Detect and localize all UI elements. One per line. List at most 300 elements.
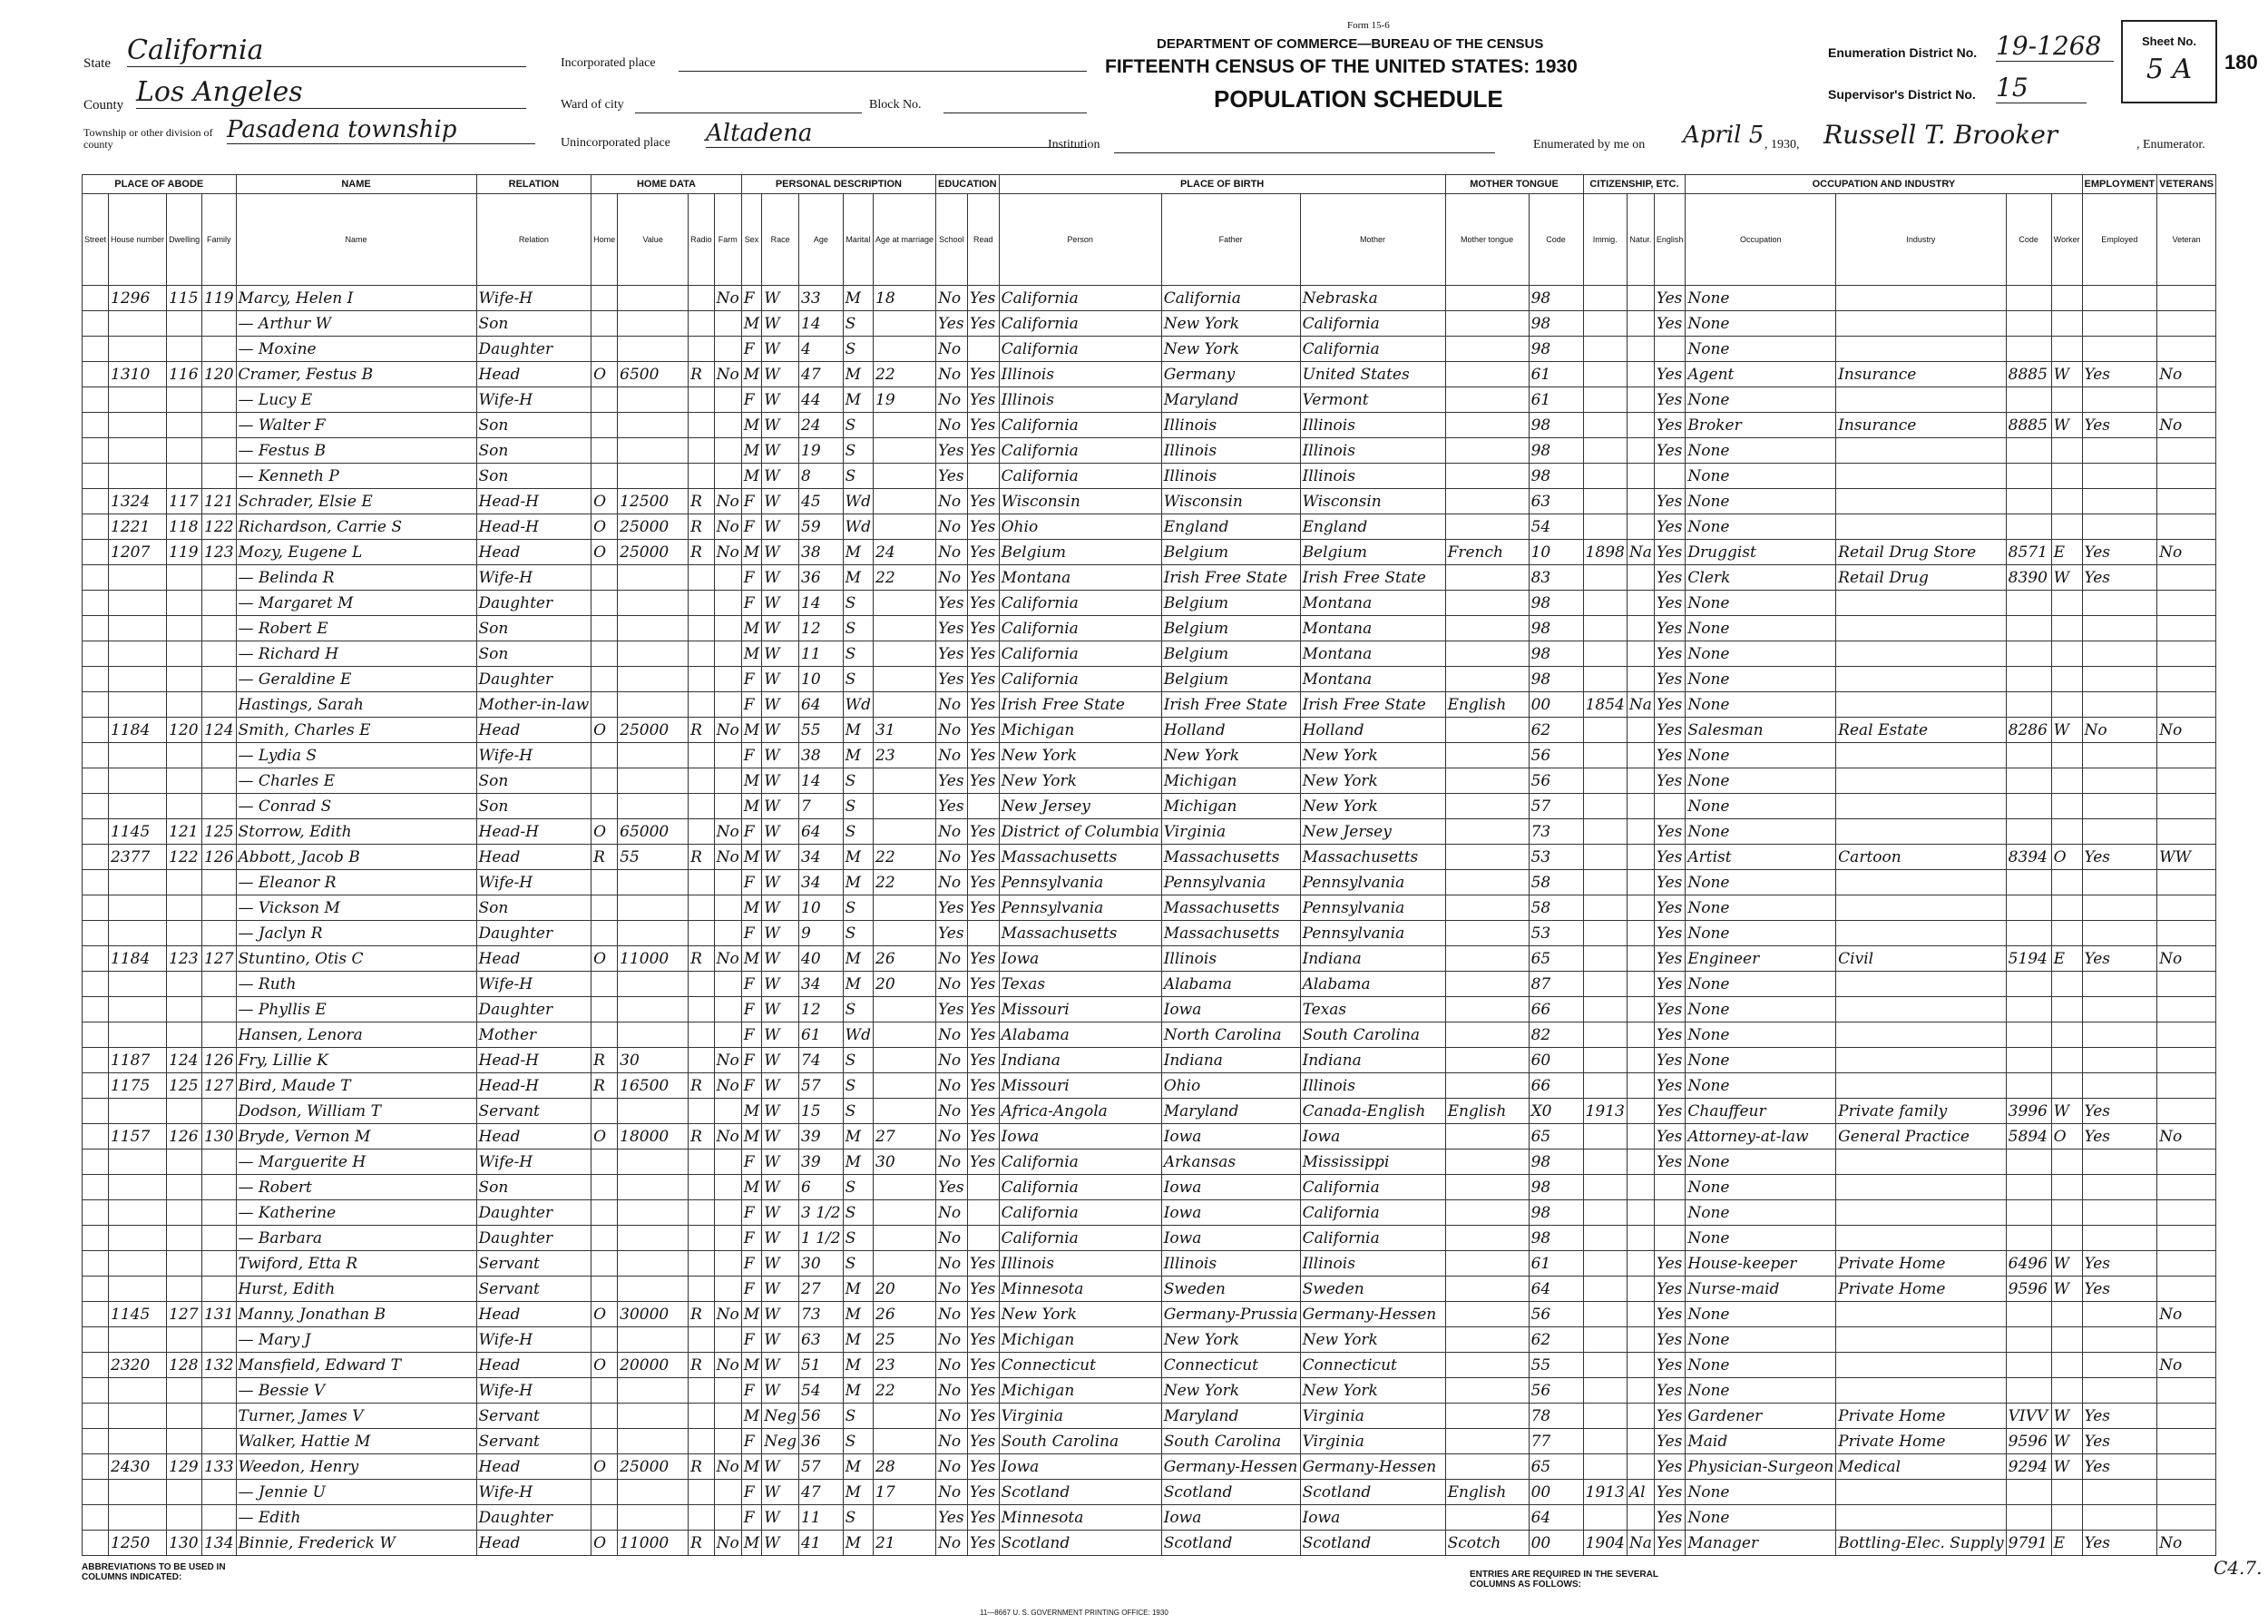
table-cell: Missouri — [999, 1073, 1161, 1099]
table-cell: W — [762, 1048, 799, 1073]
table-cell: Bottling-Elec. Supply — [1836, 1531, 2006, 1556]
table-cell: — Lucy E — [236, 387, 476, 413]
table-cell: Ohio — [1161, 1073, 1300, 1099]
table-cell: R — [689, 514, 715, 540]
table-cell: New York — [1161, 311, 1300, 337]
table-cell: Private Home — [1836, 1277, 2006, 1302]
table-cell: 98 — [1529, 1150, 1583, 1175]
table-cell — [202, 337, 236, 362]
column-header: Radio — [689, 194, 715, 286]
table-cell — [2157, 1404, 2216, 1429]
table-cell — [83, 1251, 109, 1277]
table-cell: No — [936, 565, 968, 591]
table-cell — [1627, 946, 1654, 972]
table-cell: Maryland — [1161, 387, 1300, 413]
table-cell: Belgium — [1161, 540, 1300, 565]
table-cell — [714, 1099, 741, 1124]
table-cell: Wife-H — [476, 1480, 591, 1505]
table-cell — [2051, 641, 2082, 667]
table-cell: New Jersey — [1300, 819, 1445, 845]
table-cell: 1250 — [109, 1531, 167, 1556]
table-cell: 56 — [1529, 1378, 1583, 1404]
table-cell: Iowa — [1161, 1124, 1300, 1150]
table-cell: 31 — [874, 718, 936, 743]
table-cell: Illinois — [999, 362, 1161, 387]
table-cell — [2082, 591, 2157, 616]
table-cell: 120 — [167, 718, 202, 743]
table-cell: 8885 — [2006, 362, 2051, 387]
table-cell — [2006, 1353, 2051, 1378]
table-cell: None — [1686, 514, 1836, 540]
table-cell: No — [936, 1200, 968, 1226]
table-cell — [2006, 1175, 2051, 1200]
table-cell — [1445, 616, 1529, 641]
table-cell — [689, 464, 715, 489]
table-cell — [83, 565, 109, 591]
table-cell: 8885 — [2006, 413, 2051, 438]
table-cell: Yes — [1654, 718, 1686, 743]
table-cell — [1627, 616, 1654, 641]
table-cell — [1583, 870, 1627, 895]
table-cell — [109, 667, 167, 692]
table-cell: W — [2051, 1277, 2082, 1302]
table-cell: O — [591, 819, 618, 845]
table-cell — [1583, 794, 1627, 819]
table-cell — [618, 743, 689, 768]
table-cell: Yes — [2082, 540, 2157, 565]
table-cell — [109, 794, 167, 819]
enumerator-label: , Enumerator. — [2136, 138, 2205, 152]
table-cell — [1627, 641, 1654, 667]
table-cell: No — [936, 1302, 968, 1327]
table-cell: Chauffeur — [1686, 1099, 1836, 1124]
table-cell: Alabama — [999, 1022, 1161, 1048]
table-cell: None — [1686, 667, 1836, 692]
table-cell: 6500 — [618, 362, 689, 387]
table-cell: Michigan — [1161, 794, 1300, 819]
table-cell: No — [2157, 413, 2216, 438]
table-cell — [2051, 1378, 2082, 1404]
table-cell: Yes — [967, 1251, 999, 1277]
table-cell: 62 — [1529, 1327, 1583, 1353]
table-cell — [1445, 1022, 1529, 1048]
table-cell — [2006, 1048, 2051, 1073]
table-cell: 64 — [799, 819, 844, 845]
table-cell: 1913 — [1583, 1099, 1627, 1124]
table-cell — [109, 641, 167, 667]
table-cell — [618, 667, 689, 692]
table-cell: Yes — [1654, 1277, 1686, 1302]
table-cell: Yes — [1654, 1429, 1686, 1454]
table-cell — [2006, 489, 2051, 514]
table-row — [83, 616, 2216, 641]
column-header: Occupation — [1686, 194, 1836, 286]
table-cell: 17 — [874, 1480, 936, 1505]
table-cell: Yes — [967, 286, 999, 311]
table-cell — [167, 464, 202, 489]
column-header: Code — [1529, 194, 1583, 286]
table-cell: None — [1686, 337, 1836, 362]
table-cell — [1627, 1353, 1654, 1378]
table-cell: 19 — [799, 438, 844, 464]
table-cell — [83, 337, 109, 362]
table-cell — [1583, 514, 1627, 540]
table-cell: No — [936, 1429, 968, 1454]
table-row — [83, 1327, 2216, 1353]
table-cell — [714, 997, 741, 1022]
table-cell — [83, 1353, 109, 1378]
table-cell: Germany-Prussia — [1161, 1302, 1300, 1327]
table-cell — [1445, 362, 1529, 387]
group-name: NAME — [236, 175, 476, 194]
table-cell: R — [689, 1302, 715, 1327]
table-cell — [167, 1150, 202, 1175]
table-cell — [591, 972, 618, 997]
table-cell: M — [741, 1175, 761, 1200]
table-cell: — Bessie V — [236, 1378, 476, 1404]
table-cell — [618, 1022, 689, 1048]
table-cell: W — [2051, 1429, 2082, 1454]
table-cell — [618, 895, 689, 921]
page-number: 180 — [2224, 51, 2258, 73]
table-cell: Michigan — [999, 1378, 1161, 1404]
table-cell — [618, 692, 689, 718]
table-cell: Pennsylvania — [1300, 895, 1445, 921]
table-cell — [618, 794, 689, 819]
table-cell: Son — [476, 895, 591, 921]
table-cell: M — [741, 1353, 761, 1378]
table-cell: S — [843, 1429, 873, 1454]
table-cell — [202, 1505, 236, 1531]
table-cell: Belgium — [999, 540, 1161, 565]
table-cell: Iowa — [1161, 1175, 1300, 1200]
table-cell: No — [2157, 1353, 2216, 1378]
table-cell: 40 — [799, 946, 844, 972]
table-cell: Head — [476, 362, 591, 387]
table-cell: 44 — [799, 387, 844, 413]
table-row — [83, 1429, 2216, 1454]
table-cell — [874, 768, 936, 794]
table-cell — [202, 387, 236, 413]
table-cell: No — [936, 972, 968, 997]
table-cell: New York — [1161, 1327, 1300, 1353]
table-cell — [2082, 337, 2157, 362]
table-cell: California — [1300, 1200, 1445, 1226]
table-cell: Yes — [967, 616, 999, 641]
table-cell — [2051, 591, 2082, 616]
table-cell: Al — [1627, 1480, 1654, 1505]
table-cell — [2157, 743, 2216, 768]
table-cell: E — [2051, 540, 2082, 565]
table-cell: Daughter — [476, 1226, 591, 1251]
table-cell: Civil — [1836, 946, 2006, 972]
table-cell: No — [936, 845, 968, 870]
table-cell — [591, 1429, 618, 1454]
table-cell: F — [741, 337, 761, 362]
table-cell — [1583, 641, 1627, 667]
table-cell: Yes — [2082, 1099, 2157, 1124]
table-cell: Binnie, Frederick W — [236, 1531, 476, 1556]
table-cell: S — [843, 1200, 873, 1226]
table-cell: W — [762, 1022, 799, 1048]
table-cell: Illinois — [999, 1251, 1161, 1277]
table-cell — [874, 337, 936, 362]
table-cell — [109, 921, 167, 946]
table-cell: M — [741, 1454, 761, 1480]
table-cell — [1627, 819, 1654, 845]
table-cell: Yes — [967, 946, 999, 972]
table-cell — [2006, 1226, 2051, 1251]
table-cell: 63 — [799, 1327, 844, 1353]
table-cell: 00 — [1529, 1531, 1583, 1556]
table-cell — [689, 794, 715, 819]
table-cell: Arkansas — [1161, 1150, 1300, 1175]
group-relation: RELATION — [476, 175, 591, 194]
table-cell — [1627, 768, 1654, 794]
table-cell: 78 — [1529, 1404, 1583, 1429]
table-cell — [967, 464, 999, 489]
table-cell — [714, 1429, 741, 1454]
table-cell: S — [843, 667, 873, 692]
table-cell — [874, 692, 936, 718]
table-cell: M — [843, 1378, 873, 1404]
table-cell — [1836, 997, 2006, 1022]
table-cell: M — [843, 946, 873, 972]
table-cell: Yes — [2082, 1124, 2157, 1150]
table-cell: None — [1686, 870, 1836, 895]
table-row — [83, 337, 2216, 362]
table-cell — [1445, 337, 1529, 362]
table-cell: Daughter — [476, 591, 591, 616]
table-cell — [1583, 1124, 1627, 1150]
table-cell: Belgium — [1161, 641, 1300, 667]
table-cell: None — [1686, 1048, 1836, 1073]
group-home-data: HOME DATA — [591, 175, 742, 194]
table-cell — [2157, 1277, 2216, 1302]
table-cell — [2082, 1327, 2157, 1353]
table-cell: — Lydia S — [236, 743, 476, 768]
table-cell: Wd — [843, 1022, 873, 1048]
table-row — [83, 464, 2216, 489]
table-cell: 59 — [799, 514, 844, 540]
table-cell: Vermont — [1300, 387, 1445, 413]
table-cell: New York — [999, 1302, 1161, 1327]
table-cell — [2157, 641, 2216, 667]
table-cell — [618, 1150, 689, 1175]
table-cell: South Carolina — [1300, 1022, 1445, 1048]
table-cell — [2082, 667, 2157, 692]
table-cell — [2051, 1327, 2082, 1353]
table-cell: — Eleanor R — [236, 870, 476, 895]
table-cell: 127 — [167, 1302, 202, 1327]
table-cell — [1583, 1277, 1627, 1302]
ward-label: Ward of city — [561, 98, 624, 112]
table-cell: None — [1686, 489, 1836, 514]
table-cell: No — [2082, 718, 2157, 743]
table-cell: W — [762, 997, 799, 1022]
table-cell — [689, 997, 715, 1022]
table-cell: Yes — [967, 641, 999, 667]
table-cell: 77 — [1529, 1429, 1583, 1454]
table-cell: 131 — [202, 1302, 236, 1327]
table-cell: Head-H — [476, 514, 591, 540]
table-cell — [1627, 1073, 1654, 1099]
table-cell: Yes — [936, 667, 968, 692]
table-cell: Mississippi — [1300, 1150, 1445, 1175]
table-cell — [202, 1277, 236, 1302]
table-cell: S — [843, 1226, 873, 1251]
table-row — [83, 819, 2216, 845]
table-cell: 120 — [202, 362, 236, 387]
table-cell: Wife-H — [476, 870, 591, 895]
table-cell — [1583, 718, 1627, 743]
table-cell — [689, 1404, 715, 1429]
table-cell — [83, 1327, 109, 1353]
table-cell — [1583, 413, 1627, 438]
table-cell: Scotland — [999, 1531, 1161, 1556]
table-cell: Montana — [1300, 616, 1445, 641]
table-cell: Wife-H — [476, 387, 591, 413]
table-cell: South Carolina — [1161, 1429, 1300, 1454]
table-cell: Texas — [1300, 997, 1445, 1022]
table-cell: 124 — [167, 1048, 202, 1073]
table-cell: W — [762, 591, 799, 616]
table-cell — [689, 1327, 715, 1353]
table-cell: Belgium — [1161, 667, 1300, 692]
table-cell: Son — [476, 311, 591, 337]
table-cell — [689, 1378, 715, 1404]
table-cell — [83, 362, 109, 387]
table-cell: 9 — [799, 921, 844, 946]
table-cell: None — [1686, 1226, 1836, 1251]
table-cell: Montana — [1300, 591, 1445, 616]
table-cell — [591, 1099, 618, 1124]
table-cell: Yes — [1654, 1048, 1686, 1073]
table-cell: W — [762, 489, 799, 514]
table-row — [83, 870, 2216, 895]
table-cell — [2157, 387, 2216, 413]
table-cell: 16500 — [618, 1073, 689, 1099]
table-cell: Neg — [762, 1429, 799, 1454]
table-cell — [689, 1480, 715, 1505]
state-value: California — [127, 34, 526, 67]
table-cell — [689, 413, 715, 438]
table-cell: Servant — [476, 1429, 591, 1454]
table-cell: 83 — [1529, 565, 1583, 591]
table-cell: Yes — [1654, 1099, 1686, 1124]
table-cell: 134 — [202, 1531, 236, 1556]
table-cell: Yes — [1654, 1302, 1686, 1327]
table-cell: 8286 — [2006, 718, 2051, 743]
table-cell: Yes — [1654, 413, 1686, 438]
table-cell: 125 — [202, 819, 236, 845]
column-header: Sex — [741, 194, 761, 286]
table-cell: — Edith — [236, 1505, 476, 1531]
table-cell: Dodson, William T — [236, 1099, 476, 1124]
table-cell: 53 — [1529, 921, 1583, 946]
table-cell — [1627, 1251, 1654, 1277]
table-cell — [2082, 997, 2157, 1022]
table-cell — [109, 1378, 167, 1404]
table-cell — [1445, 667, 1529, 692]
table-cell: M — [843, 1327, 873, 1353]
table-cell: W — [762, 768, 799, 794]
table-cell: 9294 — [2006, 1454, 2051, 1480]
table-cell: Son — [476, 413, 591, 438]
table-cell: 30 — [799, 1251, 844, 1277]
table-row — [83, 895, 2216, 921]
table-cell: New Jersey — [999, 794, 1161, 819]
table-cell — [874, 667, 936, 692]
table-cell — [689, 286, 715, 311]
table-cell: Pennsylvania — [1161, 870, 1300, 895]
table-cell: 9596 — [2006, 1429, 2051, 1454]
table-cell — [1836, 591, 2006, 616]
table-cell: Yes — [936, 464, 968, 489]
table-cell: 2430 — [109, 1454, 167, 1480]
table-cell: F — [741, 489, 761, 514]
table-cell: — Jennie U — [236, 1480, 476, 1505]
table-cell: R — [689, 1454, 715, 1480]
table-cell — [618, 997, 689, 1022]
table-cell: 45 — [799, 489, 844, 514]
table-cell — [202, 1022, 236, 1048]
table-cell — [618, 337, 689, 362]
table-cell: M — [843, 870, 873, 895]
department-title: DEPARTMENT OF COMMERCE—BUREAU OF THE CENSUS — [1157, 36, 1544, 52]
table-cell — [2006, 1327, 2051, 1353]
table-cell: W — [2051, 718, 2082, 743]
table-cell: M — [843, 1277, 873, 1302]
table-cell: 98 — [1529, 311, 1583, 337]
table-cell: M — [741, 895, 761, 921]
table-row — [83, 1531, 2216, 1556]
table-cell — [618, 311, 689, 337]
table-cell — [714, 413, 741, 438]
table-cell — [714, 743, 741, 768]
table-cell: No — [936, 1022, 968, 1048]
table-cell — [2157, 1505, 2216, 1531]
table-cell — [83, 692, 109, 718]
column-header: House number — [109, 194, 167, 286]
table-cell — [1836, 692, 2006, 718]
table-cell: No — [936, 1277, 968, 1302]
table-cell — [202, 921, 236, 946]
table-cell — [618, 438, 689, 464]
group-personal-description: PERSONAL DESCRIPTION — [741, 175, 935, 194]
table-cell — [2082, 1302, 2157, 1327]
table-cell — [83, 540, 109, 565]
table-cell — [2051, 337, 2082, 362]
table-cell — [83, 819, 109, 845]
group-occupation: OCCUPATION AND INDUSTRY — [1686, 175, 2082, 194]
enum-district-value: 19-1268 — [1996, 31, 2114, 62]
table-row — [83, 1175, 2216, 1200]
column-header: Person — [999, 194, 1161, 286]
table-cell: F — [741, 514, 761, 540]
table-cell: 22 — [874, 845, 936, 870]
table-cell — [591, 1251, 618, 1277]
table-cell: 12500 — [618, 489, 689, 514]
table-cell: F — [741, 819, 761, 845]
table-cell: Yes — [1654, 1378, 1686, 1404]
table-cell: Yes — [1654, 1251, 1686, 1277]
column-header: English — [1654, 194, 1686, 286]
table-cell: Yes — [1654, 667, 1686, 692]
table-cell — [1445, 489, 1529, 514]
table-cell — [618, 972, 689, 997]
table-cell: No — [936, 514, 968, 540]
